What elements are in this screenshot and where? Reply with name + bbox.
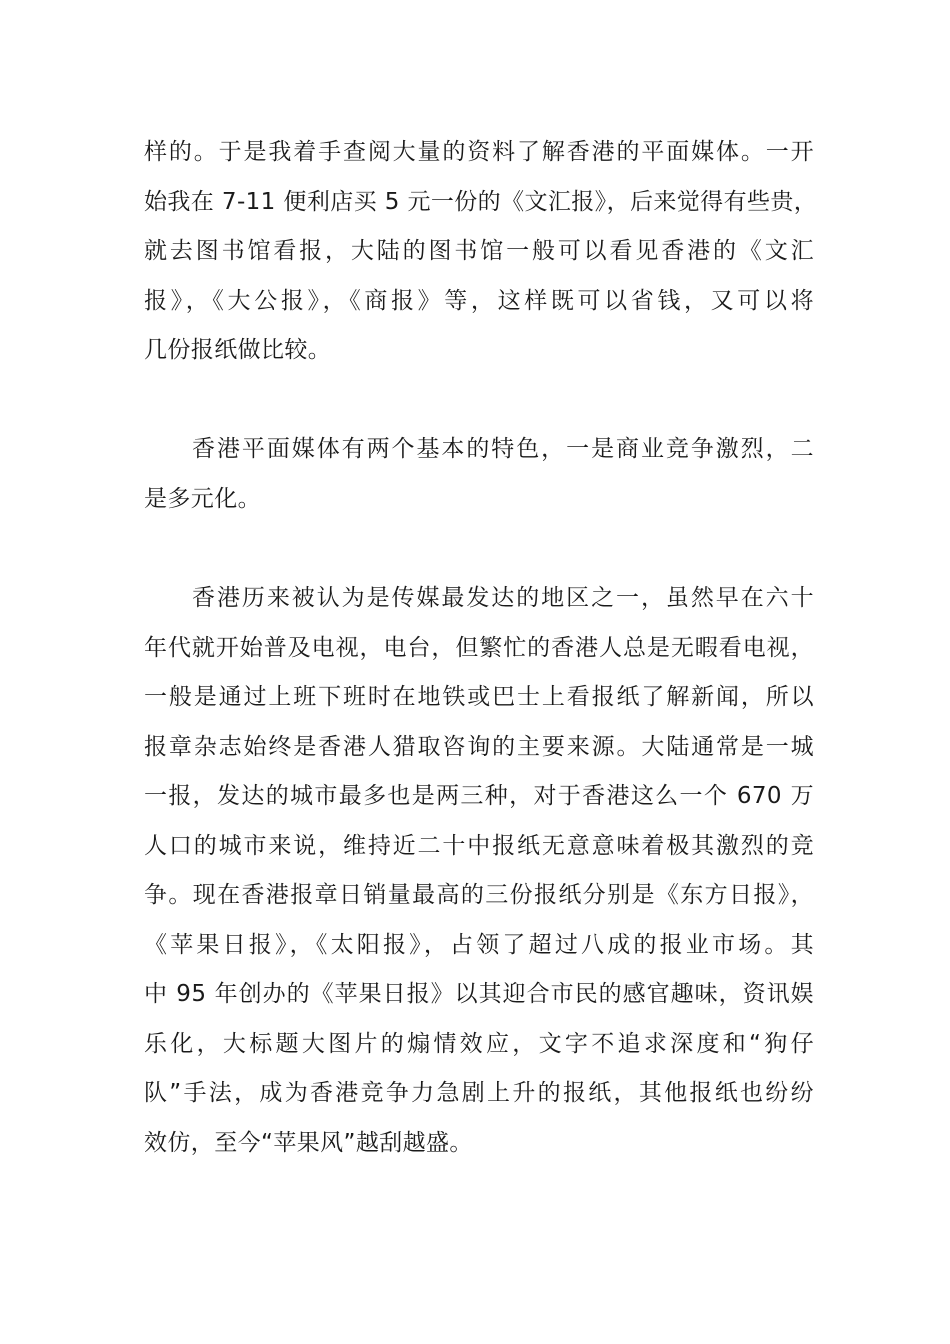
paragraph-line: 争。现在香港报章日销量最高的三份报纸分别是《东方日报》，: [144, 882, 814, 908]
paragraph-line: 就去图书馆看报，大陆的图书馆一般可以看见香港的《文汇: [144, 238, 814, 264]
paragraph-line: 中 95 年创办的《苹果日报》以其迎合市民的感官趣味，资讯娱: [144, 981, 814, 1007]
paragraph-line: 人口的城市来说，维持近二十中报纸无意意味着极其激烈的竞: [144, 832, 814, 859]
paragraph-3: [144, 574, 814, 1168]
paragraph-line: 是多元化。: [144, 485, 261, 512]
paragraph-line: 队”手法，成为香港竞争力急剧上升的报纸，其他报纸也纷纷: [144, 1080, 814, 1106]
paragraph-line: 几份报纸做比较。: [144, 337, 332, 363]
paragraph-line: 《苹果日报》，《太阳报》，占领了超过八成的报业市场。其: [144, 931, 814, 958]
paragraph-line: 报章杂志始终是香港人猎取咨询的主要来源。大陆通常是一城: [144, 733, 814, 760]
paragraph-line: 一般是通过上班下班时在地铁或巴士上看报纸了解新闻，所以: [144, 684, 814, 710]
paragraph-line: 香港历来被认为是传媒最发达的地区之一，虽然早在六十: [192, 585, 814, 611]
paragraph-line: 始我在 7-11 便利店买 5 元一份的《文汇报》，后来觉得有些贵，: [144, 188, 818, 215]
paragraph-2: [144, 425, 814, 524]
paragraph-line: 年代就开始普及电视，电台，但繁忙的香港人总是无暇看电视，: [144, 634, 814, 661]
paragraph-line: 乐化，大标题大图片的煽情效应，文字不追求深度和“狗仔: [144, 1030, 814, 1057]
paragraph-line: 样的。于是我着手查阅大量的资料了解香港的平面媒体。一开: [144, 139, 814, 165]
paragraph-line: 香港平面媒体有两个基本的特色，一是商业竞争激烈，二: [192, 436, 814, 462]
paragraph-line: 一报，发达的城市最多也是两三种，对于香港这么一个 670 万: [144, 783, 814, 809]
paragraph-line: 报》，《大公报》，《商报》等，这样既可以省钱，又可以将: [144, 287, 814, 314]
paragraph-1: [144, 128, 818, 376]
paragraph-line: 效仿，至今“苹果风”越刮越盛。: [144, 1129, 473, 1156]
